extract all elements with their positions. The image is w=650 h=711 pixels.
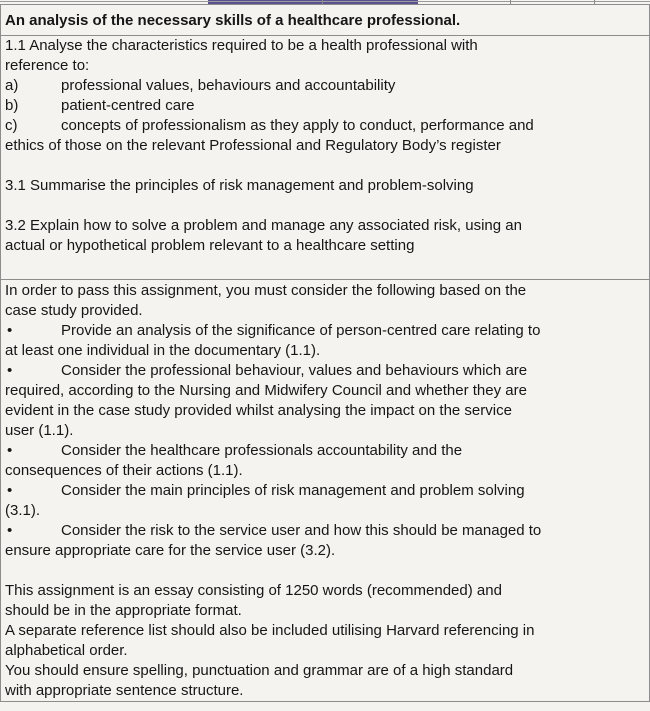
bullet-dot: • (7, 322, 13, 339)
closing-line: You should ensure spelling, punctuation and grammar are of a high standard (5, 662, 514, 679)
learning-outcomes-cell (1, 36, 650, 280)
brief-row (1, 280, 650, 702)
bullet-continuation: evident in the case study provided whilst analysing the impact on the service (5, 402, 512, 419)
closing-line: with appropriate sentence structure. (5, 682, 244, 699)
closing-line: should be in the appropriate format. (5, 602, 242, 619)
outcomes-row (1, 36, 650, 280)
outcome-3-1: 3.1 Summarise the principles of risk management and problem-solving (5, 177, 474, 194)
bullet-dot: • (7, 442, 13, 459)
bullet-text: Consider the professional behaviour, values and behaviours which are (61, 362, 528, 379)
bullet-text: Provide an analysis of the significance of person-centred care relating to (61, 322, 541, 339)
bullet-continuation: ensure appropriate care for the service user (3.2). (5, 542, 336, 559)
bullet-text: Consider the main principles of risk management and problem solving (61, 482, 525, 499)
bullet-dot: • (7, 482, 13, 499)
bullet-continuation: (3.1). (5, 502, 41, 519)
spacer (5, 196, 649, 216)
item-text: professional values, behaviours and accountability (61, 77, 396, 94)
bullet-text: Consider the healthcare professionals accountability and the (61, 442, 463, 459)
brief-intro-line: case study provided. (5, 302, 143, 319)
brief-bullet-4 (5, 481, 649, 501)
brief-bullet-1 (5, 321, 649, 341)
assignment-brief-cell (1, 280, 650, 702)
item-label: a) (5, 77, 19, 94)
brief-bullet-2 (5, 361, 649, 381)
spacer (5, 156, 649, 176)
item-label: c) (5, 117, 18, 134)
bullet-dot: • (7, 362, 13, 379)
title-cell (1, 5, 650, 36)
bullet-dot: • (7, 522, 13, 539)
outcome-item-a (5, 76, 649, 96)
bullet-text: Consider the risk to the service user and how this should be managed to (61, 522, 542, 539)
bullet-continuation: required, according to the Nursing and Midwifery Council and whether they are (5, 382, 527, 399)
item-text: concepts of professionalism as they apply to conduct, performance and (61, 117, 534, 134)
brief-intro-line: In order to pass this assignment, you must consider the following based on the (5, 282, 527, 299)
top-border-line (0, 1, 650, 2)
outcome-item-c-continuation: ethics of those on the relevant Professional and Regulatory Body’s register (5, 137, 501, 154)
title-row (1, 5, 650, 36)
bullet-continuation: consequences of their actions (1.1). (5, 462, 243, 479)
spacer (5, 561, 649, 581)
outcome-3-2-line: 3.2 Explain how to solve a problem and manage any associated risk, using an (5, 217, 522, 234)
outcome-item-c (5, 116, 649, 136)
closing-line: A separate reference list should also be included utilising Harvard referencing in (5, 622, 535, 639)
brief-bullet-5 (5, 521, 649, 541)
assignment-table (0, 4, 650, 702)
outcome-3-2-line: actual or hypothetical problem relevant to a healthcare setting (5, 237, 415, 254)
bullet-continuation: at least one individual in the documentary (1.1). (5, 342, 321, 359)
outcome-item-b (5, 96, 649, 116)
closing-line: alphabetical order. (5, 642, 128, 659)
outcome-1-1-line: 1.1 Analyse the characteristics required to be a health professional with (5, 37, 478, 54)
item-label: b) (5, 97, 19, 114)
brief-bullet-3 (5, 441, 649, 461)
outcome-1-1-line: reference to: (5, 57, 90, 74)
assignment-title: An analysis of the necessary skills of a healthcare professional. (5, 12, 461, 29)
bullet-continuation: user (1.1). (5, 422, 74, 439)
closing-line: This assignment is an essay consisting of 1250 words (recommended) and (5, 582, 502, 599)
item-text: patient-centred care (61, 97, 195, 114)
